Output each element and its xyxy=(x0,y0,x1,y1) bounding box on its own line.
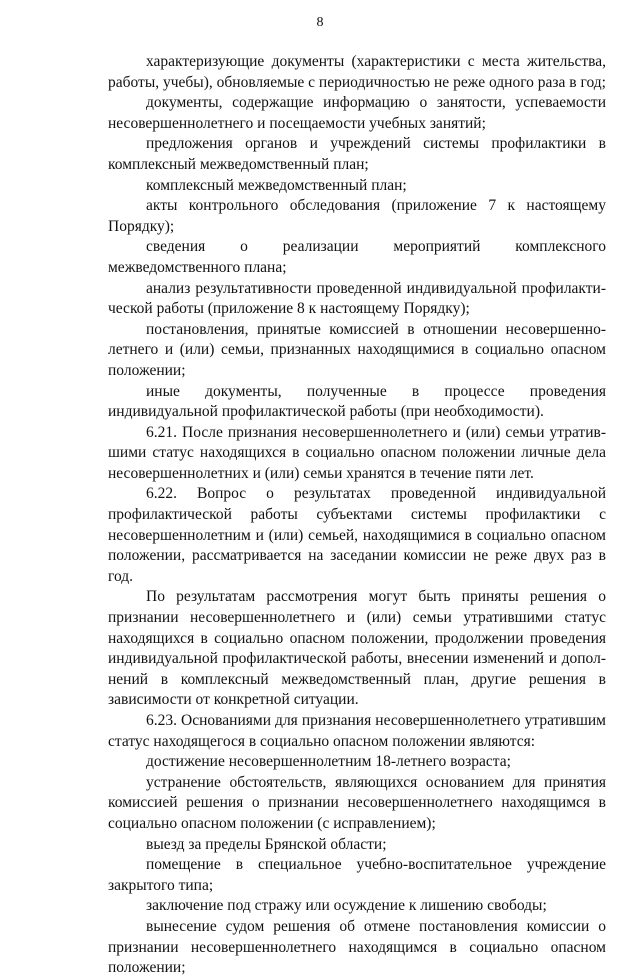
paragraph-court-decision: вынесение судом решения об отмене постановления комиссии о признании несовершеннолетнего находящимся в социально опасном положении; xyxy=(108,917,606,977)
document-body xyxy=(108,52,606,979)
paragraph-special-institution: помещение в специальное учебно-воспитательное учреждение закрытого типа; xyxy=(108,856,606,894)
paragraph-6-23: 6.23. Основаниями для признания несовершеннолетнего утратившим статус находящегося в социально опасном положении являются: xyxy=(108,712,606,750)
paragraph-leaving-region: выезд за пределы Брянской области; xyxy=(146,835,387,853)
paragraph-review-decisions: По результатам рассмотрения могут быть приняты решения о признании несовершеннолетнего и (или) семьи утратившими статус находящихся в социально опасном положении, продолжении проведения индивидуальной профилактической работы, внесении изменений и дополнений в комплексный межведомственный план, другие решения в зависимости от конкретной ситуации. xyxy=(108,588,606,709)
paragraph-characterizing-documents: характеризующие документы (характеристики с места жительства, работы, учебы), обновляемые с периодичностью не реже одного раза в год; xyxy=(108,53,606,91)
paragraph-circumstances-removed: устранение обстоятельств, являющихся основанием для принятия комиссией решения о признании несовершеннолетнего находящимся в социально опасном положении (с исправлением); xyxy=(108,773,606,832)
paragraph-effectiveness-analysis: анализ результативности проведенной индивидуальной профилактической работы (приложение 8 к настоящему Порядку); xyxy=(108,279,606,318)
paragraph-plan-implementation: сведения о реализации мероприятий комплексного межведомственного плана; xyxy=(108,238,606,276)
paragraph-6-22: 6.22. Вопрос о результатах проведенной индивидуальной профилактической работы субъектами системы профилактики с несовершеннолетним и (или) семьей, находящимися в социально опасном положении, рассматривается на заседании комиссии не реже двух раз в год. xyxy=(108,485,606,585)
paragraph-custody: заключение под стражу или осуждение к лишению свободы; xyxy=(146,897,547,915)
paragraph-commission-resolutions: постановления, принятые комиссией в отношении несовершеннолетнего и (или) семьи, признанных находящимися в социально опасном положении; xyxy=(108,320,606,379)
paragraph-inspection-acts: акты контрольного обследования (приложение 7 к настоящему Порядку); xyxy=(108,197,606,235)
paragraph-interagency-plan: комплексный межведомственный план; xyxy=(146,176,407,194)
paragraph-age-18: достижение несовершеннолетним 18-летнего возраста; xyxy=(146,753,511,771)
paragraph-prevention-proposals: предложения органов и учреждений системы профилактики в комплексный межведомственный план; xyxy=(108,135,606,173)
paragraph-employment-documents: документы, содержащие информацию о занятости, успеваемости несовершеннолетнего и посещаемости учебных занятий; xyxy=(108,94,606,132)
paragraph-other-documents: иные документы, полученные в процессе проведения индивидуальной профилактической работы (при необходимости). xyxy=(108,382,606,421)
paragraph-6-21: 6.21. После признания несовершеннолетнего и (или) семьи утратившими статус находящихся в социально опасном положении личные дела несовершеннолетних и (или) семьи хранятся в течение пяти лет. xyxy=(108,423,606,482)
page-number: 8 xyxy=(316,15,324,30)
